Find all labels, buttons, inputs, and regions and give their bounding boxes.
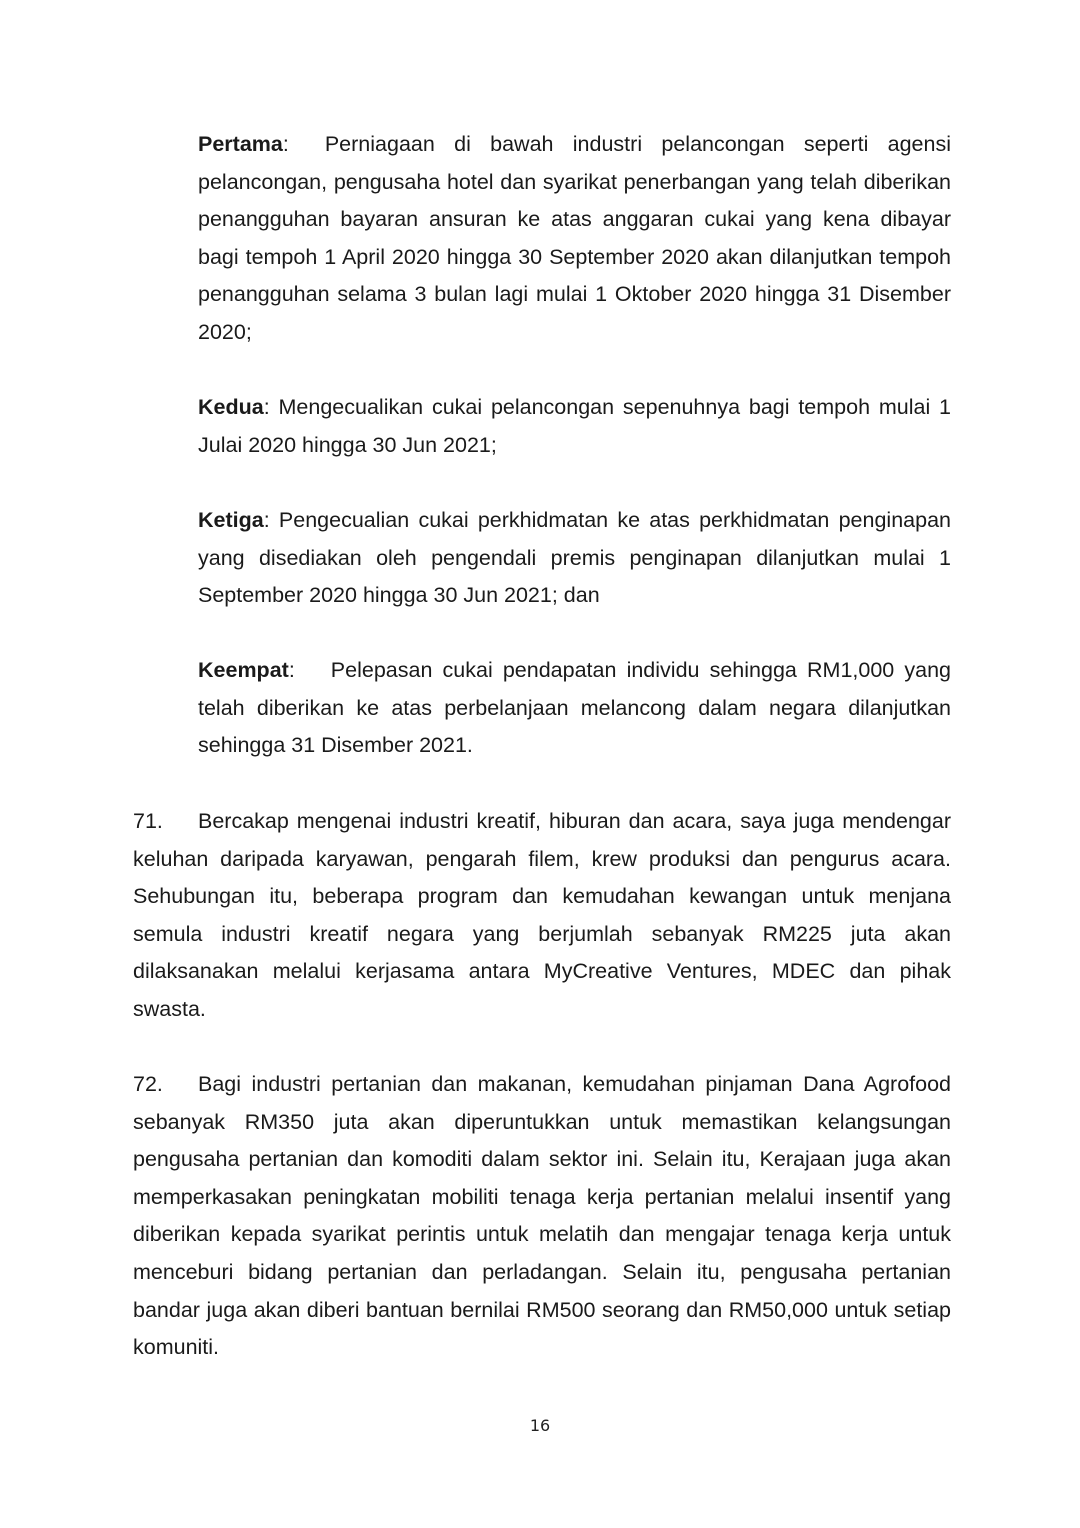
item-text: Pengecualian cukai perkhidmatan ke atas perkhidmatan penginapan yang disediakan oleh pengendali premis penginapan dilanjutkan mulai 1 September 2020 hingga 30 Jun 2021; dan <box>198 508 951 608</box>
list-item-pertama <box>198 126 951 352</box>
item-separator: : <box>288 658 295 682</box>
page-number: 16 <box>529 1416 551 1435</box>
item-separator: : <box>263 395 270 419</box>
list-item-ketiga <box>198 502 951 615</box>
paragraph-text: Bagi industri pertanian dan makanan, kemudahan pinjaman Dana Agrofood sebanyak RM350 juta akan diperuntukkan untuk memastikan kelangsungan pengusaha pertanian dan komoditi dalam sektor ini. Selain itu, Kerajaan juga akan memperkasakan peningkatan mobiliti tenaga kerja pertanian melalui insentif yang diberikan kepada syarikat perintis untuk melatih dan mengajar tenaga kerja untuk menceburi bidang pertanian dan perladangan. Selain itu, pengusaha pertanian bandar juga akan diberi bantuan bernilai RM500 seorang dan RM50,000 untuk setiap komuniti. <box>133 1072 951 1360</box>
paragraph-number: 72. <box>133 1072 163 1096</box>
item-label: Pertama <box>198 132 283 156</box>
item-label: Ketiga <box>198 508 264 532</box>
item-label: Keempat <box>198 658 289 682</box>
paragraph-72 <box>133 1066 951 1367</box>
item-text: Perniagaan di bawah industri pelancongan seperti agensi pelancongan, pengusaha hotel dan syarikat penerbangan yang telah diberikan penangguhan bayaran ansuran ke atas anggaran cukai yang kena dibayar bagi tempoh 1 April 2020 hingga 30 September 2020 akan dilanjutkan tempoh penangguhan selama 3 bulan lagi mulai 1 Oktober 2020 hingga 31 Disember 2020; <box>198 132 951 344</box>
item-separator: : <box>282 132 289 156</box>
item-label: Kedua <box>198 395 264 419</box>
paragraph-71 <box>133 803 951 1029</box>
paragraph-number: 71. <box>133 809 163 833</box>
list-item-kedua <box>198 389 951 464</box>
paragraph-text: Bercakap mengenai industri kreatif, hiburan dan acara, saya juga mendengar keluhan daripada karyawan, pengarah filem, krew produksi dan pengurus acara. Sehubungan itu, beberapa program dan kemudahan kewangan untuk menjana semula industri kreatif negara yang berjumlah sebanyak RM225 juta akan dilaksanakan melalui kerjasama antara MyCreative Ventures, MDEC dan pihak swasta. <box>133 809 951 1021</box>
list-item-keempat <box>198 652 951 765</box>
item-separator: : <box>263 508 270 532</box>
item-text: Mengecualikan cukai pelancongan sepenuhnya bagi tempoh mulai 1 Julai 2020 hingga 30 Jun 2021; <box>198 395 951 457</box>
item-text: Pelepasan cukai pendapatan individu sehingga RM1,000 yang telah diberikan ke atas perbelanjaan melancong dalam negara dilanjutkan sehingga 31 Disember 2021. <box>198 658 951 758</box>
